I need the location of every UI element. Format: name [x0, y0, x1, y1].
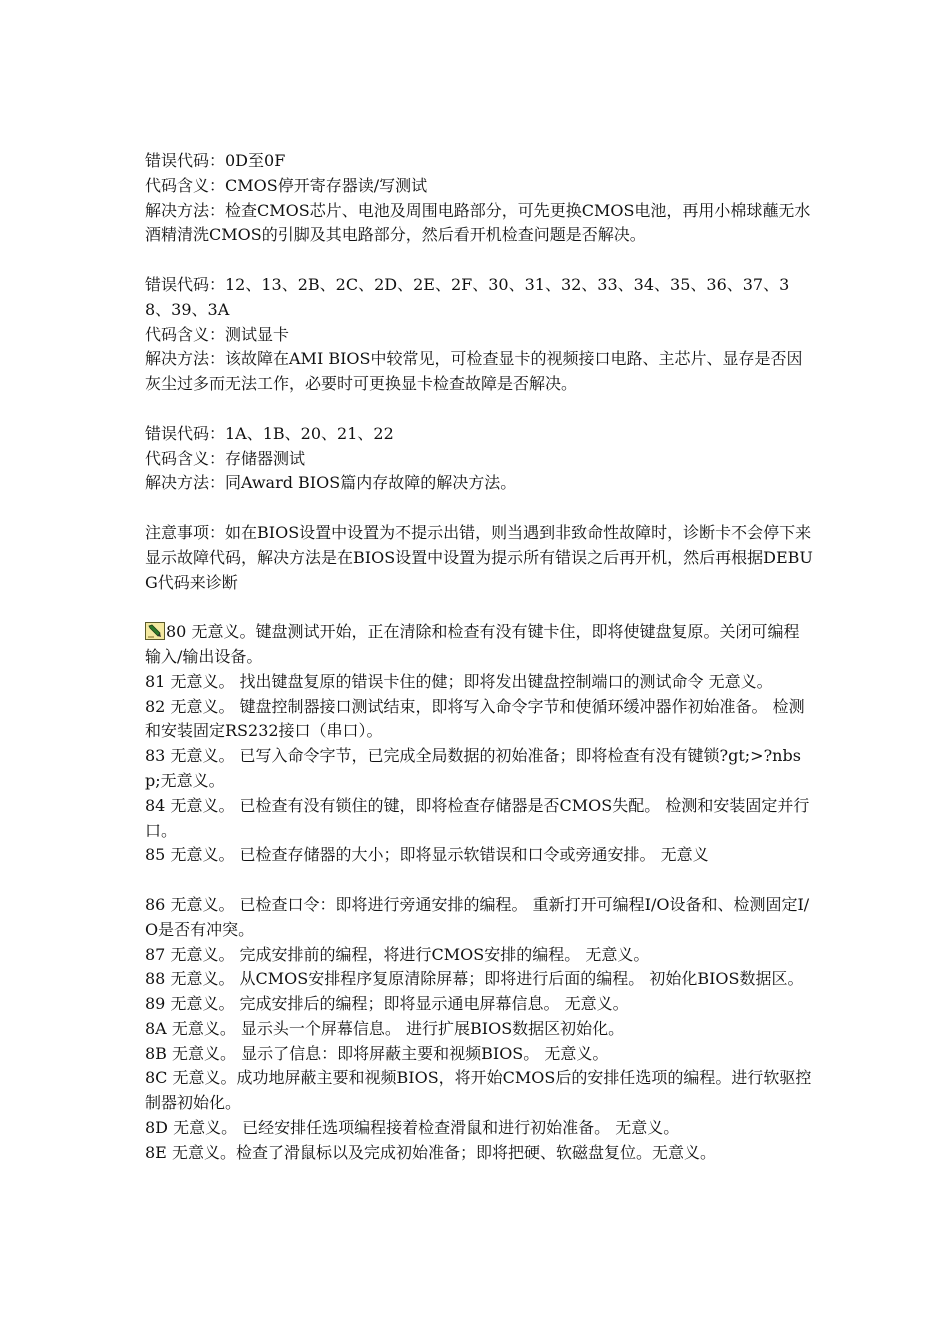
list-item: 8E 无意义。检查了滑鼠标以及完成初始准备；即将把硬、软磁盘复位。无意义。	[145, 1142, 716, 1162]
list-item: 81 无意义。 找出键盘复原的错误卡住的健；即将发出键盘控制端口的测试命令 无意义。	[145, 671, 773, 691]
paragraph-gap	[145, 595, 815, 620]
list-item: 88 无意义。 从CMOS安排程序复原清除屏幕；即将进行后面的编程。 初始化BIOS数据区。	[145, 969, 804, 989]
list-item: 83 无意义。 已写入命令字节，已完成全局数据的初始准备；即将检查有没有键锁?gt;>?nbsp;无意义。	[145, 746, 801, 790]
error-section-display-card	[145, 273, 815, 397]
list-item: 84 无意义。 已检查有没有锁住的键，即将检查存储器是否CMOS失配。 检测和安装固定并行口。	[145, 795, 810, 840]
paragraph-gap	[145, 248, 815, 273]
list-item: 8A 无意义。 显示头一个屏幕信息。 进行扩展BIOS数据区初始化。	[145, 1018, 625, 1038]
list-item: 8C 无意义。成功地屏蔽主要和视频BIOS，将开始CMOS后的安排任选项的编程。进行软驱控制器初始化。	[145, 1068, 812, 1113]
document-page	[145, 149, 815, 1166]
code-80-text: 80 无意义。键盘测试开始，正在清除和检查有没有键卡住，即将使键盘复原。关闭可编程输入/输出设备。	[145, 622, 800, 666]
error-code-line: 错误代码：1A、1B、20、21、22	[145, 423, 394, 443]
list-item: 87 无意义。 完成安排前的编程，将进行CMOS安排的编程。 无意义。	[145, 944, 650, 964]
list-item: 89 无意义。 完成安排后的编程；即将显示通电屏幕信息。 无意义。	[145, 994, 629, 1014]
solution-line: 解决方法：该故障在AMI BIOS中较常见，可检查显卡的视频接口电路、主芯片、显存是否因灰尘过多而无法工作，必要时可更换显卡检查故障是否解决。	[145, 349, 803, 394]
list-item	[145, 620, 815, 670]
post-code-list	[145, 620, 815, 1166]
blank-line	[145, 868, 815, 893]
note-pencil-icon	[145, 622, 165, 640]
code-meaning-line: 代码含义：存储器测试	[145, 448, 306, 468]
paragraph-gap	[145, 496, 815, 521]
list-item: 86 无意义。 已检查口令：即将进行旁通安排的编程。 重新打开可编程I/O设备和、检测固定I/O是否有冲突。	[145, 894, 810, 939]
code-meaning-line: 代码含义：测试显卡	[145, 324, 290, 344]
code-meaning-line: 代码含义：CMOS停开寄存器读/写测试	[145, 175, 428, 195]
error-section-0d-0f	[145, 149, 815, 248]
solution-line: 解决方法：同Award BIOS篇内存故障的解决方法。	[145, 473, 517, 493]
list-item: 8D 无意义。 已经安排任选项编程接着检查滑鼠和进行初始准备。 无意义。	[145, 1118, 680, 1138]
solution-line: 解决方法：检查CMOS芯片、电池及周围电路部分，可先更换CMOS电池，再用小棉球蘸无水酒精清洗CMOS的引脚及其电路部分，然后看开机检查问题是否解决。	[145, 200, 811, 245]
paragraph-gap	[145, 397, 815, 422]
list-item: 8B 无意义。 显示了信息：即将屏蔽主要和视频BIOS。 无意义。	[145, 1043, 609, 1063]
list-item: 85 无意义。 已检查存储器的大小；即将显示软错误和口令或旁通安排。 无意义	[145, 845, 709, 865]
list-item: 82 无意义。 键盘控制器接口测试结束，即将写入命令字节和使循环缓冲器作初始准备。 检测和安装固定RS232接口（串口）。	[145, 696, 805, 741]
note-paragraph: 注意事项：如在BIOS设置中设置为不提示出错，则当遇到非致命性故障时，诊断卡不会停下来显示故障代码，解决方法是在BIOS设置中设置为提示所有错误之后再开机，然后再根据DEBUG代码来诊断	[145, 522, 813, 592]
error-code-line: 错误代码：12、13、2B、2C、2D、2E、2F、30、31、32、33、34、35、36、37、38、39、3A	[145, 274, 790, 319]
error-section-memory	[145, 422, 815, 496]
error-code-line: 错误代码：0D至0F	[145, 151, 286, 170]
